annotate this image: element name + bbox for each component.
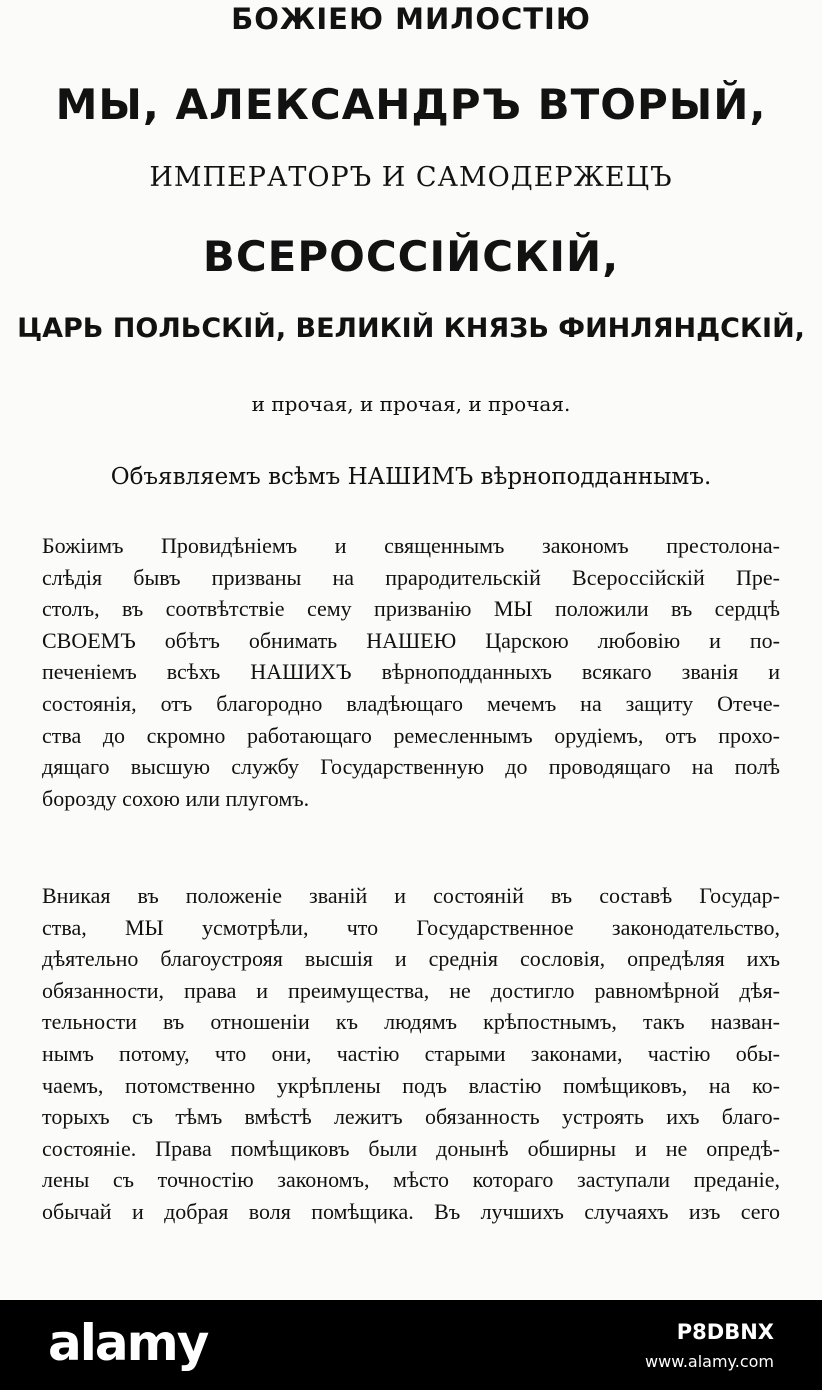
watermark-footer [0, 1300, 822, 1390]
paragraph-2 [42, 880, 780, 1228]
paragraph-line: состоянія, отъ благородно владѣющаго мечемъ на защиту Отече- [42, 690, 780, 716]
alamy-logo: alamy [48, 1314, 208, 1372]
heading-all-russian: ВСЕРОССІЙСКІЙ, [202, 232, 620, 281]
image-id: P8DBNX [676, 1320, 774, 1344]
paragraph-line: лены съ точностію закономъ, мѣсто котораго заступали преданіе, [42, 1167, 780, 1193]
paragraph-1 [42, 530, 780, 814]
paragraph-line: ства до скромно работающаго ремесленнымъ орудіемъ, отъ прохо- [42, 722, 780, 748]
paragraph-line: дящаго высшую службу Государственную до проводящаго на полѣ [42, 754, 780, 780]
heading-emperor-title: ИМПЕРАТОРЪ И САМОДЕРЖЕЦЪ [149, 162, 673, 193]
paragraph-line: Вникая въ положеніе званій и состояній въ составѣ Государ- [42, 883, 780, 908]
heading-tsar-of-poland: ЦАРЬ ПОЛЬСКІЙ, ВЕЛИКІЙ КНЯЗЬ ФИНЛЯНДСКІЙ, [17, 313, 805, 344]
paragraph-line: чаемъ, потомственно укрѣплены подъ властію помѣщиковъ, на ко- [42, 1072, 780, 1098]
etcetera-line: и прочая, и прочая, и прочая. [251, 392, 571, 416]
paragraph-line: ства, МЫ усмотрѣли, что Государственное законодательство, [42, 914, 780, 940]
paragraph-line: состояніе. Права помѣщиковъ были донынѣ обширны и не опредѣ- [42, 1135, 780, 1161]
paragraph-line: дѣятельно благоустрояя высшія и среднія сословія, опредѣляя ихъ [42, 946, 780, 972]
paragraph-line: обычай и добрая воля помѣщика. Въ лучшихъ случаяхъ изъ сего [42, 1198, 780, 1224]
heading-emperor-name: МЫ, АЛЕКСАНДРЪ ВТОРЫЙ, [55, 80, 767, 129]
paragraph-line: нымъ потому, что они, частію старыми законами, частію обы- [42, 1040, 780, 1066]
paragraph-line: столъ, въ соотвѣтствіе сему призванію МЫ положили въ сердцѣ [42, 596, 780, 622]
website-url: www.alamy.com [645, 1352, 774, 1371]
paragraph-line: борозду сохою или плугомъ. [42, 785, 310, 811]
paragraph-line: СВОЕМЪ обѣтъ обнимать НАШЕЮ Царскою любовію и по- [42, 627, 780, 653]
paragraph-line: торыхъ съ тѣмъ вмѣстѣ лежитъ обязанность устроять ихъ благо- [42, 1104, 780, 1130]
paragraph-line: тельности въ отношеніи къ людямъ крѣпостнымъ, такъ назван- [42, 1009, 780, 1035]
paragraph-line: обязанности, права и преимущества, не достигло равномѣрной дѣя- [42, 977, 780, 1003]
paragraph-line: слѣдія бывъ призваны на прародительскій Всероссійскій Пре- [42, 564, 780, 590]
paragraph-line: Божіимъ Провидѣніемъ и священнымъ закономъ престолона- [42, 533, 780, 558]
heading-by-grace-of-god: БОЖІЕЮ МИЛОСТІЮ [231, 2, 591, 36]
announcement-line: Объявляемъ всѣмъ НАШИМЪ вѣрноподданнымъ. [110, 464, 712, 490]
paragraph-line: печеніемъ всѣхъ НАШИХЪ вѣрноподданныхъ всякаго званія и [42, 659, 780, 685]
